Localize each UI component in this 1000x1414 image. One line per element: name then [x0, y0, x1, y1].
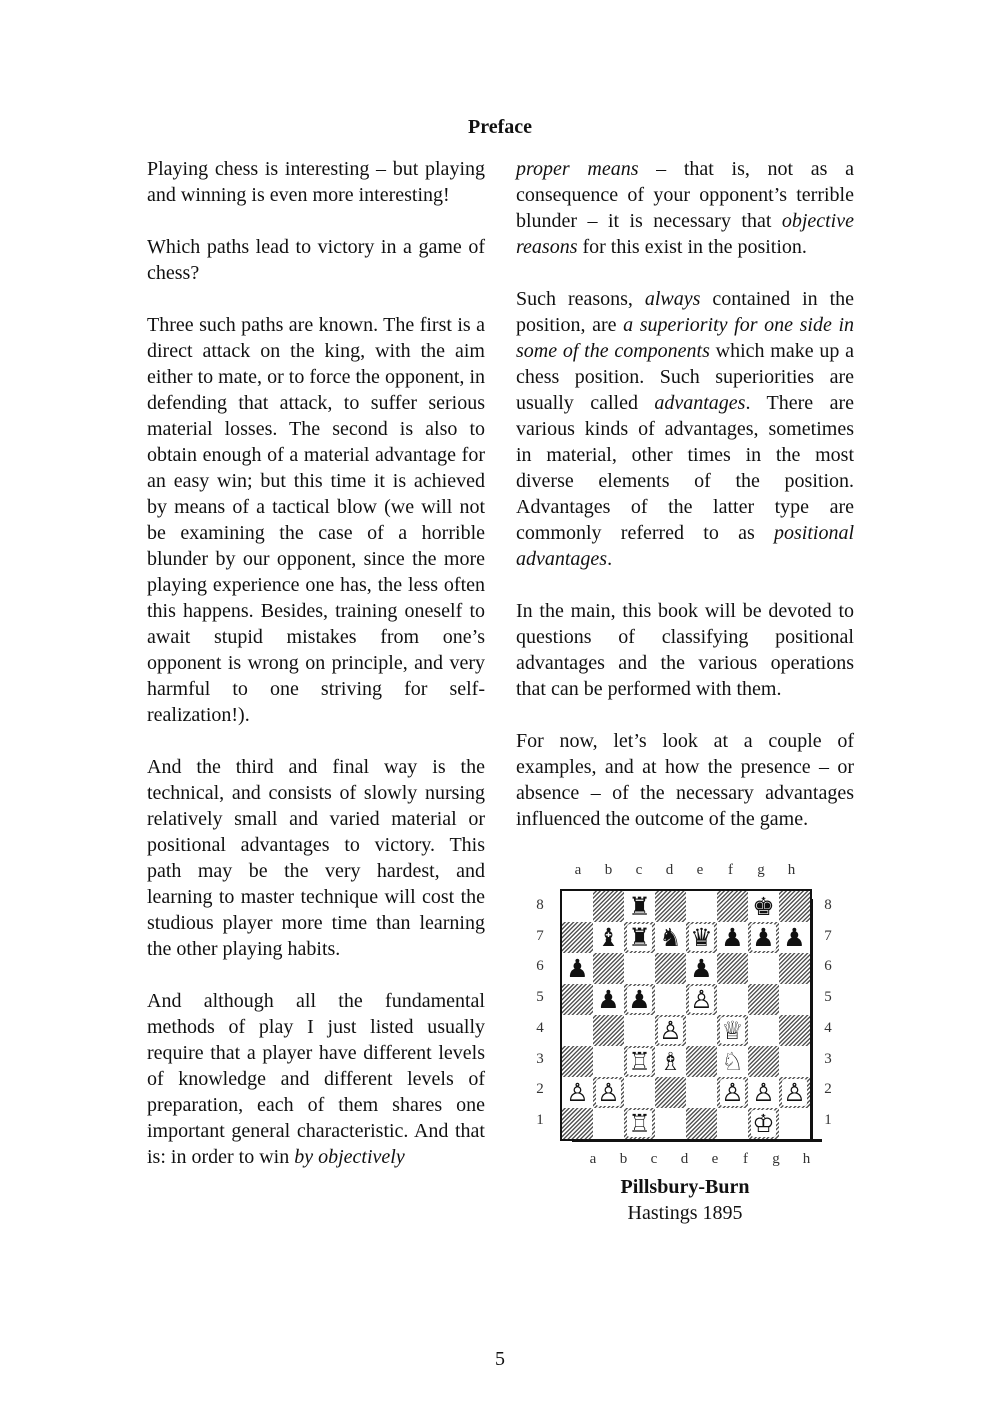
board-square-a6 [562, 953, 593, 984]
chess-piece-icon: ♞ [659, 923, 682, 952]
diagram-caption-event: Hastings 1895 [627, 1202, 743, 1224]
board-square-e1 [686, 1108, 717, 1139]
file-label: g [757, 862, 765, 878]
chess-piece-icon: ♙ [783, 1078, 806, 1107]
board-square-h3 [779, 1046, 810, 1077]
board-square-g2 [748, 1077, 779, 1108]
board-square-b8 [593, 891, 624, 922]
file-label: e [696, 862, 704, 878]
board-square-e5 [686, 984, 717, 1015]
board-square-c1 [624, 1108, 655, 1139]
rank-label: 1 [536, 1111, 544, 1128]
paragraph [147, 988, 485, 1170]
text-run: contained in the position, are [516, 288, 855, 336]
board-square-g5 [748, 984, 779, 1015]
paragraph [147, 156, 485, 208]
board-square-d1 [655, 1108, 686, 1139]
board-square-a5 [562, 984, 593, 1015]
chess-piece-icon: ♟ [628, 985, 651, 1014]
rank-label: 2 [824, 1081, 832, 1098]
board-square-a4 [562, 1015, 593, 1046]
text-run: And although all the fundamental methods of play I just listed usually require that a player have different levels of knowledge and different levels of preparation, each of them shares one important general characteristic. And that is: in order to win [147, 990, 485, 1168]
rank-label: 4 [824, 1019, 832, 1036]
chess-piece-icon: ♙ [690, 985, 713, 1014]
rank-label: 3 [536, 1050, 544, 1067]
rank-label: 1 [824, 1111, 832, 1128]
file-label: f [728, 862, 733, 878]
chess-piece-icon: ♟ [752, 923, 775, 952]
board-square-d5 [655, 984, 686, 1015]
chess-piece-icon: ♟ [597, 985, 620, 1014]
board-square-f4 [717, 1015, 748, 1046]
file-label: d [665, 862, 674, 878]
chess-piece-icon: ♙ [597, 1078, 620, 1107]
board-square-h6 [779, 953, 810, 984]
text-run: For now, let’s look at a couple of examples, and at how the presence – or absence – of the necessary advantages influenced the outcome of the game. [516, 730, 854, 830]
chess-piece-icon: ♙ [721, 1078, 744, 1107]
board-square-g8 [748, 891, 779, 922]
board-square-c3 [624, 1046, 655, 1077]
board-square-h1 [779, 1108, 810, 1139]
rank-label: 5 [824, 989, 832, 1006]
chess-piece-icon: ♙ [566, 1078, 589, 1107]
board-square-a1 [562, 1108, 593, 1139]
italic-text: by objectively [294, 1146, 405, 1168]
board-square-f1 [717, 1108, 748, 1139]
chess-piece-icon: ♖ [628, 1109, 651, 1138]
file-label: c [650, 1151, 658, 1167]
italic-text: a superiority for one side in some of the components [516, 314, 855, 362]
board-square-b2 [593, 1077, 624, 1108]
chess-piece-icon: ♟ [566, 954, 589, 983]
board-square-d3 [655, 1046, 686, 1077]
paragraph [147, 754, 485, 962]
left-text-column [147, 156, 485, 1196]
chess-piece-icon: ♘ [721, 1047, 744, 1076]
paragraph [147, 312, 485, 728]
file-label: b [604, 862, 613, 878]
board-square-c8 [624, 891, 655, 922]
page-number: 5 [495, 1348, 505, 1370]
board-square-g7 [748, 922, 779, 953]
board-square-e2 [686, 1077, 717, 1108]
board-square-f7 [717, 922, 748, 953]
board-square-b6 [593, 953, 624, 984]
board-square-h2 [779, 1077, 810, 1108]
rank-label: 4 [536, 1019, 544, 1036]
chess-piece-icon: ♗ [659, 1047, 682, 1076]
text-run: Playing chess is interesting – but playing and winning is even more interesting! [147, 158, 485, 206]
rank-label: 6 [824, 958, 832, 975]
italic-text: objective reasons [516, 210, 854, 258]
board-square-e6 [686, 953, 717, 984]
board-square-a3 [562, 1046, 593, 1077]
board-square-d2 [655, 1077, 686, 1108]
right-text-column [516, 156, 854, 858]
rank-label: 7 [824, 927, 832, 944]
board-square-g6 [748, 953, 779, 984]
board-square-d4 [655, 1015, 686, 1046]
paragraph [147, 234, 485, 286]
rank-label: 6 [536, 958, 544, 975]
board-square-g1 [748, 1108, 779, 1139]
board-square-c6 [624, 953, 655, 984]
italic-text: always [644, 288, 701, 310]
paragraph [516, 156, 854, 260]
text-run: Such reasons, [516, 288, 645, 310]
chess-board-diagram [560, 889, 812, 1141]
board-square-e4 [686, 1015, 717, 1046]
file-label: h [787, 862, 796, 878]
board-square-d7 [655, 922, 686, 953]
italic-text: advantages [654, 392, 746, 414]
rank-label: 8 [536, 897, 544, 913]
board-square-b3 [593, 1046, 624, 1077]
text-run: which make up a chess position. Such superiorities are usually called [516, 340, 854, 414]
board-square-a2 [562, 1077, 593, 1108]
text-run: for this exist in the position. [577, 236, 807, 258]
board-square-b1 [593, 1108, 624, 1139]
board-square-h8 [779, 891, 810, 922]
file-label: a [574, 862, 582, 878]
chess-piece-icon: ♜ [628, 923, 651, 952]
rank-label: 5 [536, 989, 544, 1006]
text-run: And the third and final way is the technical, and consists of slowly nursing relatively small and varied material or positional advantages to victory. This path may be the very hardest, and learning to master technique will cost the studious player more time than learning the other playing habits. [147, 756, 485, 960]
file-label: e [711, 1151, 719, 1167]
board-square-h7 [779, 922, 810, 953]
board-square-a8 [562, 891, 593, 922]
chess-piece-icon: ♖ [628, 1047, 651, 1076]
rank-label: 2 [536, 1081, 544, 1098]
italic-text: positional advantages [516, 522, 854, 570]
board-square-f6 [717, 953, 748, 984]
rank-label: 7 [536, 927, 544, 944]
page-title: Preface [467, 116, 533, 138]
rank-label: 3 [824, 1050, 832, 1067]
chess-piece-icon: ♟ [721, 923, 744, 952]
paragraph [516, 598, 854, 702]
board-square-h4 [779, 1015, 810, 1046]
italic-text: proper means [516, 158, 639, 180]
board-square-b5 [593, 984, 624, 1015]
text-run: . [607, 548, 613, 570]
board-square-f3 [717, 1046, 748, 1077]
text-run: – that is, not as a consequence of your opponent’s terrible blunder – it is necessary that [516, 158, 854, 232]
board-square-f5 [717, 984, 748, 1015]
chess-piece-icon: ♜ [628, 892, 651, 921]
chess-piece-icon: ♝ [597, 923, 620, 952]
chess-piece-icon: ♟ [783, 923, 806, 952]
board-square-b4 [593, 1015, 624, 1046]
file-label: b [619, 1151, 628, 1167]
board-square-f2 [717, 1077, 748, 1108]
chess-piece-icon: ♚ [752, 892, 775, 921]
board-square-d8 [655, 891, 686, 922]
file-label: d [680, 1151, 689, 1167]
board-square-d6 [655, 953, 686, 984]
paragraph [516, 286, 854, 572]
board-square-c5 [624, 984, 655, 1015]
board-square-b7 [593, 922, 624, 953]
file-label: c [635, 862, 643, 878]
chess-piece-icon: ♛ [690, 923, 713, 952]
text-run: In the main, this book will be devoted to questions of classifying positional advantages and the various operations that can be performed with them. [516, 600, 854, 700]
board-square-f8 [717, 891, 748, 922]
chess-piece-icon: ♟ [690, 954, 713, 983]
board-square-g4 [748, 1015, 779, 1046]
file-label: h [802, 1151, 811, 1167]
board-square-c7 [624, 922, 655, 953]
chess-piece-icon: ♕ [721, 1016, 744, 1045]
board-square-h5 [779, 984, 810, 1015]
board-square-e7 [686, 922, 717, 953]
chess-piece-icon: ♙ [752, 1078, 775, 1107]
text-run: . There are various kinds of advantages, sometimes in material, other times in the most diverse elements of the position. Advantages of the latter type are commonly referred to as [516, 392, 854, 544]
board-square-a7 [562, 922, 593, 953]
rank-label: 8 [824, 897, 832, 913]
file-label: g [772, 1151, 780, 1167]
chess-piece-icon: ♙ [659, 1016, 682, 1045]
board-square-e3 [686, 1046, 717, 1077]
file-label: a [589, 1151, 597, 1167]
diagram-caption-players: Pillsbury-Burn [620, 1176, 750, 1198]
paragraph [516, 728, 854, 832]
board-square-c2 [624, 1077, 655, 1108]
text-run: Three such paths are known. The first is a direct attack on the king, with the aim either to mate, or to force the opponent, in defending that attack, to suffer serious material losses. The second is also to obtain enough of a material advantage for an easy win; but this time it is achieved by means of a tactical blow (we will not be examining the case of a horrible blunder by our opponent, since the more playing experience one has, the less often this happens. Besides, training oneself to await stupid mistakes from one’s opponent is wrong on principle, and very harmful to one striving for self-realization!). [147, 314, 485, 726]
board-square-e8 [686, 891, 717, 922]
file-label: f [743, 1151, 748, 1167]
text-run: Which paths lead to victory in a game of chess? [147, 236, 485, 284]
board-square-g3 [748, 1046, 779, 1077]
chess-piece-icon: ♔ [752, 1109, 775, 1138]
board-square-c4 [624, 1015, 655, 1046]
